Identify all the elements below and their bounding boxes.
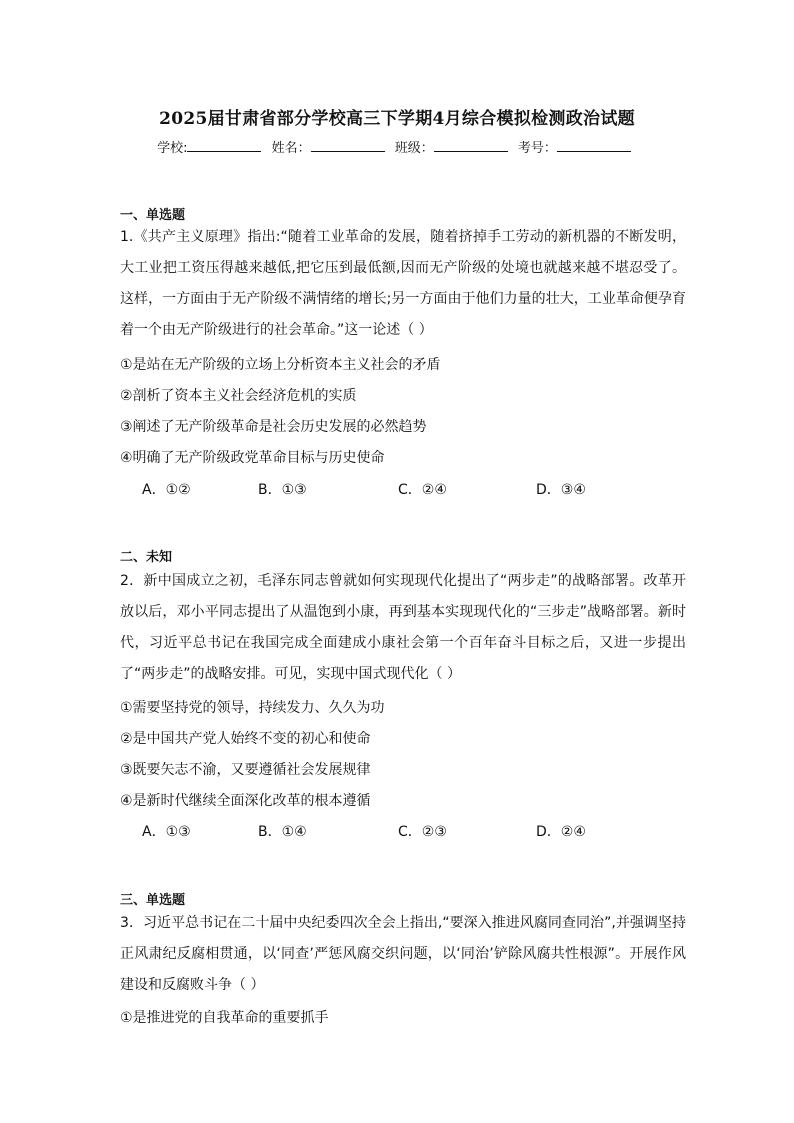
school-label: 学校: — [157, 141, 188, 156]
number-blank — [557, 139, 631, 152]
choice-b: B．①③ — [258, 482, 307, 498]
question-option: ③阐述了无产阶级革命是社会历史发展的必然趋势 — [120, 419, 427, 435]
question-stem: 1.《共产主义原理》指出:“随着工业革命的发展，随着挤掉手工劳动的新机器的不断发明，大工业把工资压得越来越低,把它压到最低额,因而无产阶级的处境也就越来越不堪忍受了。这样，一方面由于无产阶级不满情绪的增长;另一方面由于他们力量的壮大，工业革命便孕育着一个由无产阶级进行的社会革命。”这一论述（ ） — [120, 229, 686, 338]
choice-d: D．③④ — [536, 482, 586, 498]
choice-c: C．②③ — [398, 824, 447, 840]
section-heading: 二、未知 — [120, 550, 173, 565]
question-option: ④明确了无产阶级政党革命目标与历史使命 — [120, 450, 385, 466]
question-option: ①需要坚持党的领导，持续发力、久久为功 — [120, 700, 385, 716]
class-label: 班级： — [394, 141, 434, 156]
name-blank — [311, 139, 385, 152]
choice-d: D．②④ — [536, 824, 586, 840]
question-option: ①是推进党的自我革命的重要抓手 — [120, 1010, 329, 1026]
choice-b: B．①④ — [258, 824, 307, 840]
choice-a: A．①③ — [142, 824, 191, 840]
question-option: ①是站在无产阶级的立场上分析资本主义社会的矛盾 — [120, 357, 441, 373]
name-label: 姓名： — [271, 141, 311, 156]
question-stem: 3．习近平总书记在二十届中央纪委四次全会上指出,“要深入推进风腐同查同治”,并强调坚持正风肃纪反腐相贯通，以‘同查’严惩风腐交织问题，以‘同治’铲除风腐共性根源”。开展作风建设和反腐败斗争（ ） — [120, 915, 686, 993]
section-heading: 一、单选题 — [120, 208, 186, 223]
choice-a: A．①② — [142, 482, 191, 498]
section-heading: 三、单选题 — [120, 893, 186, 908]
question-option: ②剖析了资本主义社会经济危机的实质 — [120, 388, 357, 404]
number-label: 考号： — [517, 141, 557, 156]
student-info-line — [0, 137, 794, 156]
school-blank — [187, 139, 261, 152]
question-option: ④是新时代继续全面深化改革的根本遵循 — [120, 793, 371, 809]
question-option: ③既要矢志不渝，又要遵循社会发展规律 — [120, 762, 371, 778]
class-blank — [434, 139, 508, 152]
choice-c: C．②④ — [398, 482, 447, 498]
page-title: 2025届甘肃省部分学校高三下学期4月综合模拟检测政治试题 — [159, 109, 635, 129]
question-option: ②是中国共产党人始终不变的初心和使命 — [120, 731, 371, 747]
question-stem: 2．新中国成立之初，毛泽东同志曾就如何实现现代化提出了“两步走”的战略部署。改革开放以后，邓小平同志提出了从温饱到小康，再到基本实现现代化的“三步走”战略部署。新时代，习近平总书记在我国完成全面建成小康社会第一个百年奋斗目标之后，又进一步提出了“两步走”的战略安排。可见，实现中国式现代化（ ） — [120, 573, 686, 682]
